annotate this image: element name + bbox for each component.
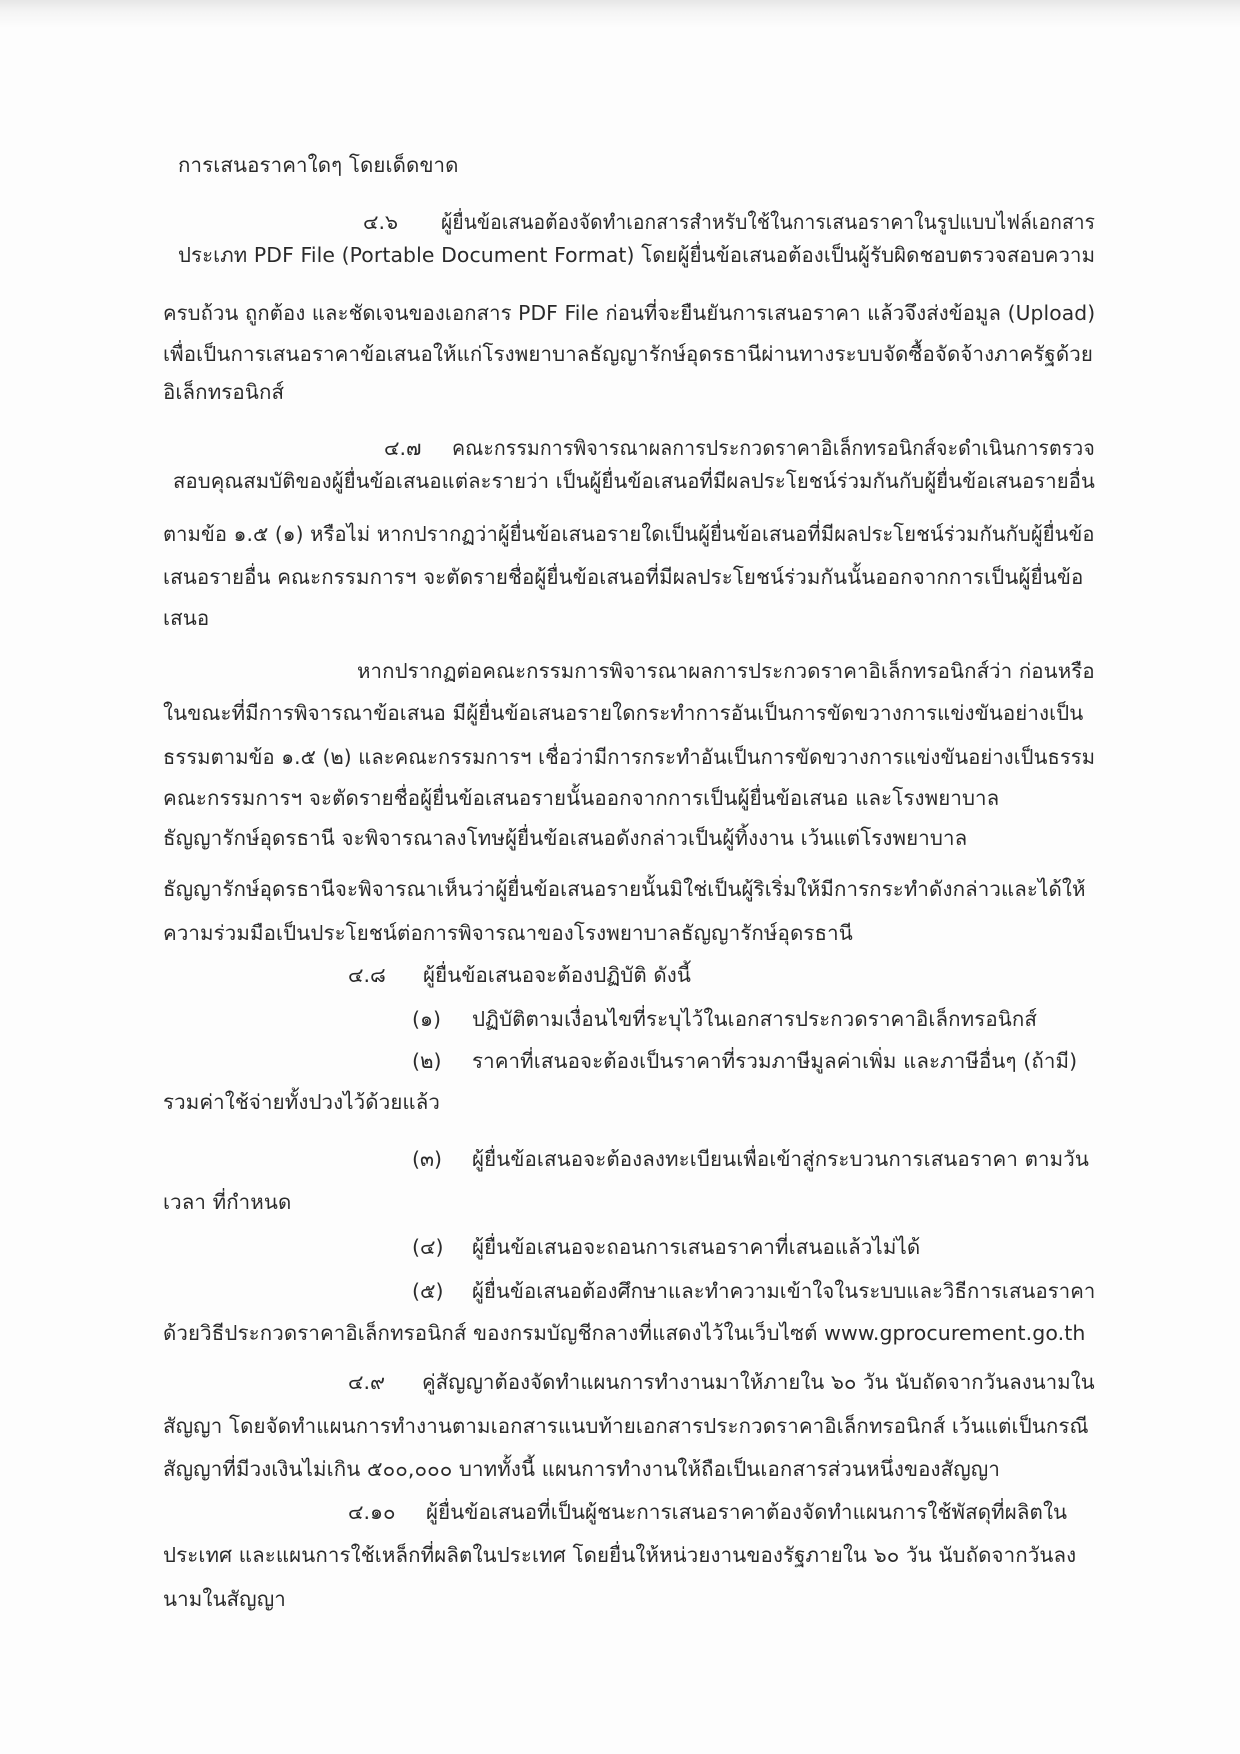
item-number-4: (๔) xyxy=(412,1235,444,1259)
text-line: ธัญญารักษ์อุดรธานี จะพิจารณาลงโทษผู้ยื่นข้อเสนอดังกล่าวเป็นผู้ทิ้งงาน เว้นแต่โรงพยาบาล xyxy=(163,826,968,850)
item-number-5: (๕) xyxy=(412,1279,444,1303)
text-line: ในขณะที่มีการพิจารณาข้อเสนอ มีผู้ยื่นข้อเสนอรายใดกระทำการอันเป็นการขัดขวางการแข่งขันอย่างเป็น xyxy=(163,701,1084,725)
text-line: ผู้ยื่นข้อเสนอจะต้องลงทะเบียนเพื่อเข้าสู่กระบวนการเสนอราคา ตามวัน xyxy=(472,1147,1089,1171)
text-line: สัญญาที่มีวงเงินไม่เกิน ๕๐๐,๐๐๐ บาททั้งนี้ แผนการทำงานให้ถือเป็นเอกสารส่วนหนึ่งของสัญญา xyxy=(163,1457,1000,1481)
text-line: หากปรากฏต่อคณะกรรมการพิจารณาผลการประกวดราคาอิเล็กทรอนิกส์ว่า ก่อนหรือ xyxy=(357,659,1095,683)
text-line: รวมค่าใช้จ่ายทั้งปวงไว้ด้วยแล้ว xyxy=(163,1090,441,1114)
clause-number-4-6: ๔.๖ xyxy=(363,210,399,234)
text-line: สอบคุณสมบัติของผู้ยื่นข้อเสนอแต่ละรายว่า เป็นผู้ยื่นข้อเสนอที่มีผลประโยชน์ร่วมกันกับผู้ยื่นข้อเสนอรายอื่น xyxy=(173,469,1095,493)
item-number-2: (๒) xyxy=(412,1049,442,1073)
scan-top-edge xyxy=(0,0,1240,28)
text-line: เพื่อเป็นการเสนอราคาข้อเสนอให้แก่โรงพยาบาลธัญญารักษ์อุดรธานีผ่านทางระบบจัดซื้อจัดจ้างภาครัฐด้วย xyxy=(163,342,1093,366)
text-line: คณะกรรมการฯ จะตัดรายชื่อผู้ยื่นข้อเสนอรายนั้นออกจากการเป็นผู้ยื่นข้อเสนอ และโรงพยาบาล xyxy=(163,786,1000,810)
text-line: ผู้ยื่นข้อเสนอที่เป็นผู้ชนะการเสนอราคาต้องจัดทำแผนการใช้พัสดุที่ผลิตใน xyxy=(426,1500,1068,1524)
text-line: นามในสัญญา xyxy=(163,1587,286,1611)
text-line: ธรรมตามข้อ ๑.๕ (๒) และคณะกรรมการฯ เชื่อว่ามีการกระทำอันเป็นการขัดขวางการแข่งขันอย่างเป็นธรรม xyxy=(163,745,1096,769)
clause-number-4-10: ๔.๑๐ xyxy=(348,1500,396,1524)
clause-number-4-8: ๔.๘ xyxy=(348,963,386,987)
text-line: ผู้ยื่นข้อเสนอจะต้องปฏิบัติ ดังนี้ xyxy=(423,963,692,987)
text-line: ตามข้อ ๑.๕ (๑) หรือไม่ หากปรากฏว่าผู้ยื่นข้อเสนอรายใดเป็นผู้ยื่นข้อเสนอที่มีผลประโยชน์ร่วมกันกับผู้ยื่นข้อ xyxy=(163,522,1095,546)
text-line: ราคาที่เสนอจะต้องเป็นราคาที่รวมภาษีมูลค่าเพิ่ม และภาษีอื่นๆ (ถ้ามี) xyxy=(472,1049,1078,1073)
text-line: ธัญญารักษ์อุดรธานีจะพิจารณาเห็นว่าผู้ยื่นข้อเสนอรายนั้นมิใช่เป็นผู้ริเริ่มให้มีการกระทำดังกล่าวและได้ให้ xyxy=(163,877,1086,901)
text-line: ครบถ้วน ถูกต้อง และชัดเจนของเอกสาร PDF File ก่อนที่จะยืนยันการเสนอราคา แล้วจึงส่งข้อมูล (Upload) xyxy=(163,301,1096,325)
text-line: เวลา ที่กำหนด xyxy=(163,1190,292,1214)
text-line: สัญญา โดยจัดทำแผนการทำงานตามเอกสารแนบท้ายเอกสารประกวดราคาอิเล็กทรอนิกส์ เว้นแต่เป็นกรณี xyxy=(163,1414,1089,1438)
item-number-3: (๓) xyxy=(412,1147,443,1171)
text-line: ผู้ยื่นข้อเสนอต้องศึกษาและทำความเข้าใจในระบบและวิธีการเสนอราคา xyxy=(472,1279,1096,1303)
text-line: ปฏิบัติตามเงื่อนไขที่ระบุไว้ในเอกสารประกวดราคาอิเล็กทรอนิกส์ xyxy=(472,1007,1038,1031)
text-line: คู่สัญญาต้องจัดทำแผนการทำงานมาให้ภายใน ๖๐ วัน นับถัดจากวันลงนามใน xyxy=(422,1370,1095,1394)
text-line: ประเทศ และแผนการใช้เหล็กที่ผลิตในประเทศ โดยยื่นให้หน่วยงานของรัฐภายใน ๖๐ วัน นับถัดจากวันลง xyxy=(163,1543,1077,1567)
text-line: ผู้ยื่นข้อเสนอต้องจัดทำเอกสารสำหรับใช้ในการเสนอราคาในรูปแบบไฟล์เอกสาร xyxy=(441,210,1096,234)
clause-number-4-7: ๔.๗ xyxy=(384,436,422,460)
text-line: อิเล็กทรอนิกส์ xyxy=(163,380,285,404)
text-line: ผู้ยื่นข้อเสนอจะถอนการเสนอราคาที่เสนอแล้วไม่ได้ xyxy=(472,1235,921,1259)
text-line: ด้วยวิธีประกวดราคาอิเล็กทรอนิกส์ ของกรมบัญชีกลางที่แสดงไว้ในเว็บไซต์ www.gprocurement.go.th xyxy=(163,1321,1086,1345)
text-line: คณะกรรมการพิจารณาผลการประกวดราคาอิเล็กทรอนิกส์จะดำเนินการตรวจ xyxy=(452,436,1095,460)
text-line: เสนอ xyxy=(163,606,210,630)
clause-number-4-9: ๔.๙ xyxy=(348,1370,386,1394)
text-line: ประเภท PDF File (Portable Document Format) โดยผู้ยื่นข้อเสนอต้องเป็นผู้รับผิดชอบตรวจสอบความ xyxy=(178,243,1096,267)
text-line: การเสนอราคาใดๆ โดยเด็ดขาด xyxy=(178,153,459,177)
text-line: ความร่วมมือเป็นประโยชน์ต่อการพิจารณาของโรงพยาบาลธัญญารักษ์อุดรธานี xyxy=(163,921,853,945)
text-line: เสนอรายอื่น คณะกรรมการฯ จะตัดรายชื่อผู้ยื่นข้อเสนอที่มีผลประโยชน์ร่วมกันนั้นออกจากการเป็นผู้ยื่นข้อ xyxy=(163,565,1084,589)
item-number-1: (๑) xyxy=(412,1007,442,1031)
